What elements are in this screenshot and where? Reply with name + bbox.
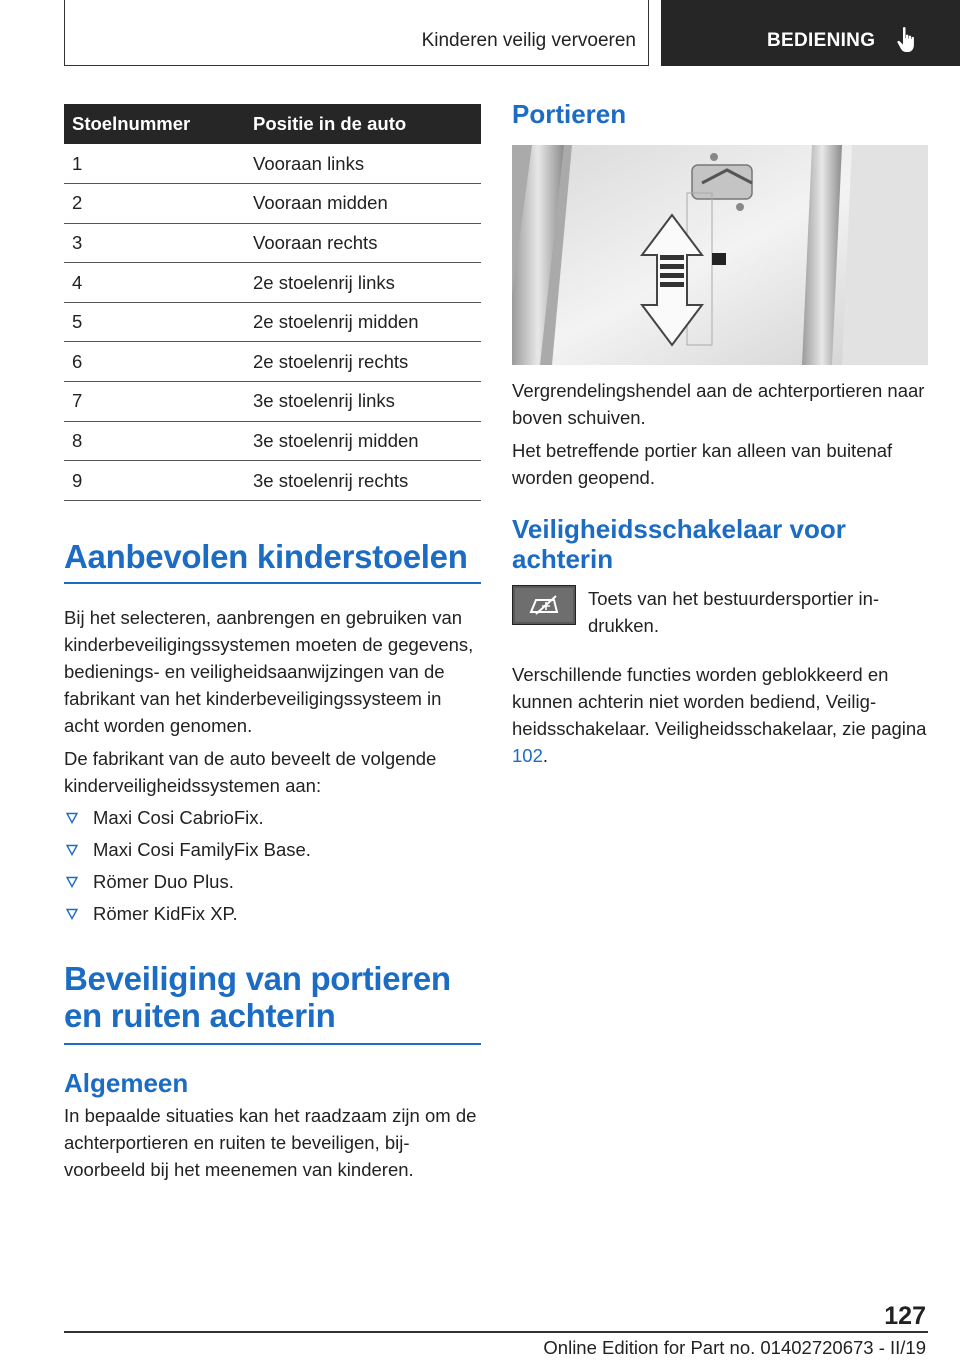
paragraph: In bepaalde situaties kan het raadzaam zijn om de achterportieren en ruiten te beveiligen, bijvoorbeeld bij het meenemen van kinderen.: [64, 1104, 477, 1180]
table-cell: Vooraan rechts: [245, 223, 481, 263]
switch-instruction-text: Toets van het bestuurdersportier indrukken.: [588, 587, 880, 636]
paragraph: [512, 661, 928, 769]
paragraph: Vergrendelingshendel aan de achterportieren naar boven schuiven.: [512, 379, 925, 428]
table-cell: 2: [64, 184, 245, 224]
footer-rule: [64, 1331, 928, 1333]
paragraph-text: .: [542, 744, 549, 766]
paragraph-text: Verschillende functies worden geblokkeerd en kunnen achterin niet worden bediend, Veiligheidsschakelaar. Veiligheidsschakelaar, zie pagina: [512, 663, 927, 739]
heading-safety-switch: Veiligheidsschakelaar voor achterin: [512, 513, 846, 574]
list-item-text: Maxi Cosi FamilyFix Base.: [93, 838, 311, 860]
table-cell: 1: [64, 144, 245, 184]
table-cell: Vooraan midden: [245, 184, 481, 224]
chapter-title: Kinderen veilig vervoeren: [421, 30, 636, 51]
header-frame: [64, 0, 649, 66]
table-cell: 4: [64, 263, 245, 303]
table-row: [64, 342, 481, 382]
section-label: BEDIENING: [767, 30, 876, 51]
bullet-triangle-icon: [66, 812, 78, 824]
column-header: Stoelnummer: [64, 104, 245, 144]
hand-pointer-icon: [896, 26, 920, 54]
table-cell: 6: [64, 342, 245, 382]
table-header-row: [64, 104, 481, 144]
table-cell: 3: [64, 223, 245, 263]
table-cell: 2e stoelenrij midden: [245, 302, 481, 342]
paragraph: Bij het selecteren, aanbrengen en gebruiken van kinderbeveiligingssystemen moeten de gegevens, bedienings- en veiligheidsaanwijzingen van de fabrikant van het kinderbeveiligingssysteem in acht worden genomen.: [64, 606, 474, 736]
list-item-text: Maxi Cosi CabrioFix.: [93, 806, 264, 828]
table-row: [64, 461, 481, 501]
subheading-general: Algemeen: [64, 1067, 189, 1098]
table-cell: 8: [64, 421, 245, 461]
heading-rule: [64, 1043, 481, 1045]
switch-instruction: [512, 585, 928, 639]
table-row: [64, 302, 481, 342]
table-cell: 2e stoelenrij links: [245, 263, 481, 303]
window-lock-button-icon: [512, 585, 576, 625]
bullet-triangle-icon: [66, 908, 78, 920]
left-column: [64, 104, 481, 1183]
table-row: [64, 144, 481, 184]
table-cell: 7: [64, 382, 245, 422]
heading-security: Beveiliging van portieren en ruiten achterin: [64, 959, 451, 1034]
table-row: [64, 184, 481, 224]
door-lock-lever-photo: [512, 145, 928, 365]
table-cell: Vooraan links: [245, 144, 481, 184]
paragraph: Het betreffende portier kan alleen van buitenaf worden geopend.: [512, 439, 893, 488]
right-column: [512, 100, 928, 769]
edition-text: Online Edition for Part no. 01402720673 - II/19: [543, 1337, 926, 1358]
page-number: 127: [884, 1302, 926, 1330]
table-row: [64, 421, 481, 461]
page-link[interactable]: 102: [512, 744, 543, 766]
column-header: Positie in de auto: [245, 104, 481, 144]
list-item: [64, 836, 481, 863]
table-cell: 3e stoelenrij links: [245, 382, 481, 422]
bullet-triangle-icon: [66, 844, 78, 856]
table-cell: 2e stoelenrij rechts: [245, 342, 481, 382]
table-row: [64, 263, 481, 303]
table-cell: 3e stoelenrij rechts: [245, 461, 481, 501]
table-row: [64, 223, 481, 263]
heading-rule: [64, 582, 481, 584]
list-item-text: Römer KidFix XP.: [93, 902, 238, 924]
table-cell: 5: [64, 302, 245, 342]
list-item: [64, 804, 481, 831]
table-row: [64, 382, 481, 422]
section-tab: [661, 0, 960, 66]
seat-table: [64, 104, 481, 501]
bullet-triangle-icon: [66, 876, 78, 888]
paragraph: De fabrikant van de auto beveelt de volgende kinderveiligheidssystemen aan:: [64, 747, 437, 796]
list-item: [64, 868, 481, 895]
table-cell: 3e stoelenrij midden: [245, 421, 481, 461]
heading-doors: Portieren: [512, 99, 627, 129]
list-item: [64, 900, 481, 927]
recommended-seats-list: [64, 804, 481, 927]
list-item-text: Römer Duo Plus.: [93, 870, 234, 892]
heading-child-seats: Aanbevolen kinderstoelen: [64, 537, 468, 575]
table-cell: 9: [64, 461, 245, 501]
